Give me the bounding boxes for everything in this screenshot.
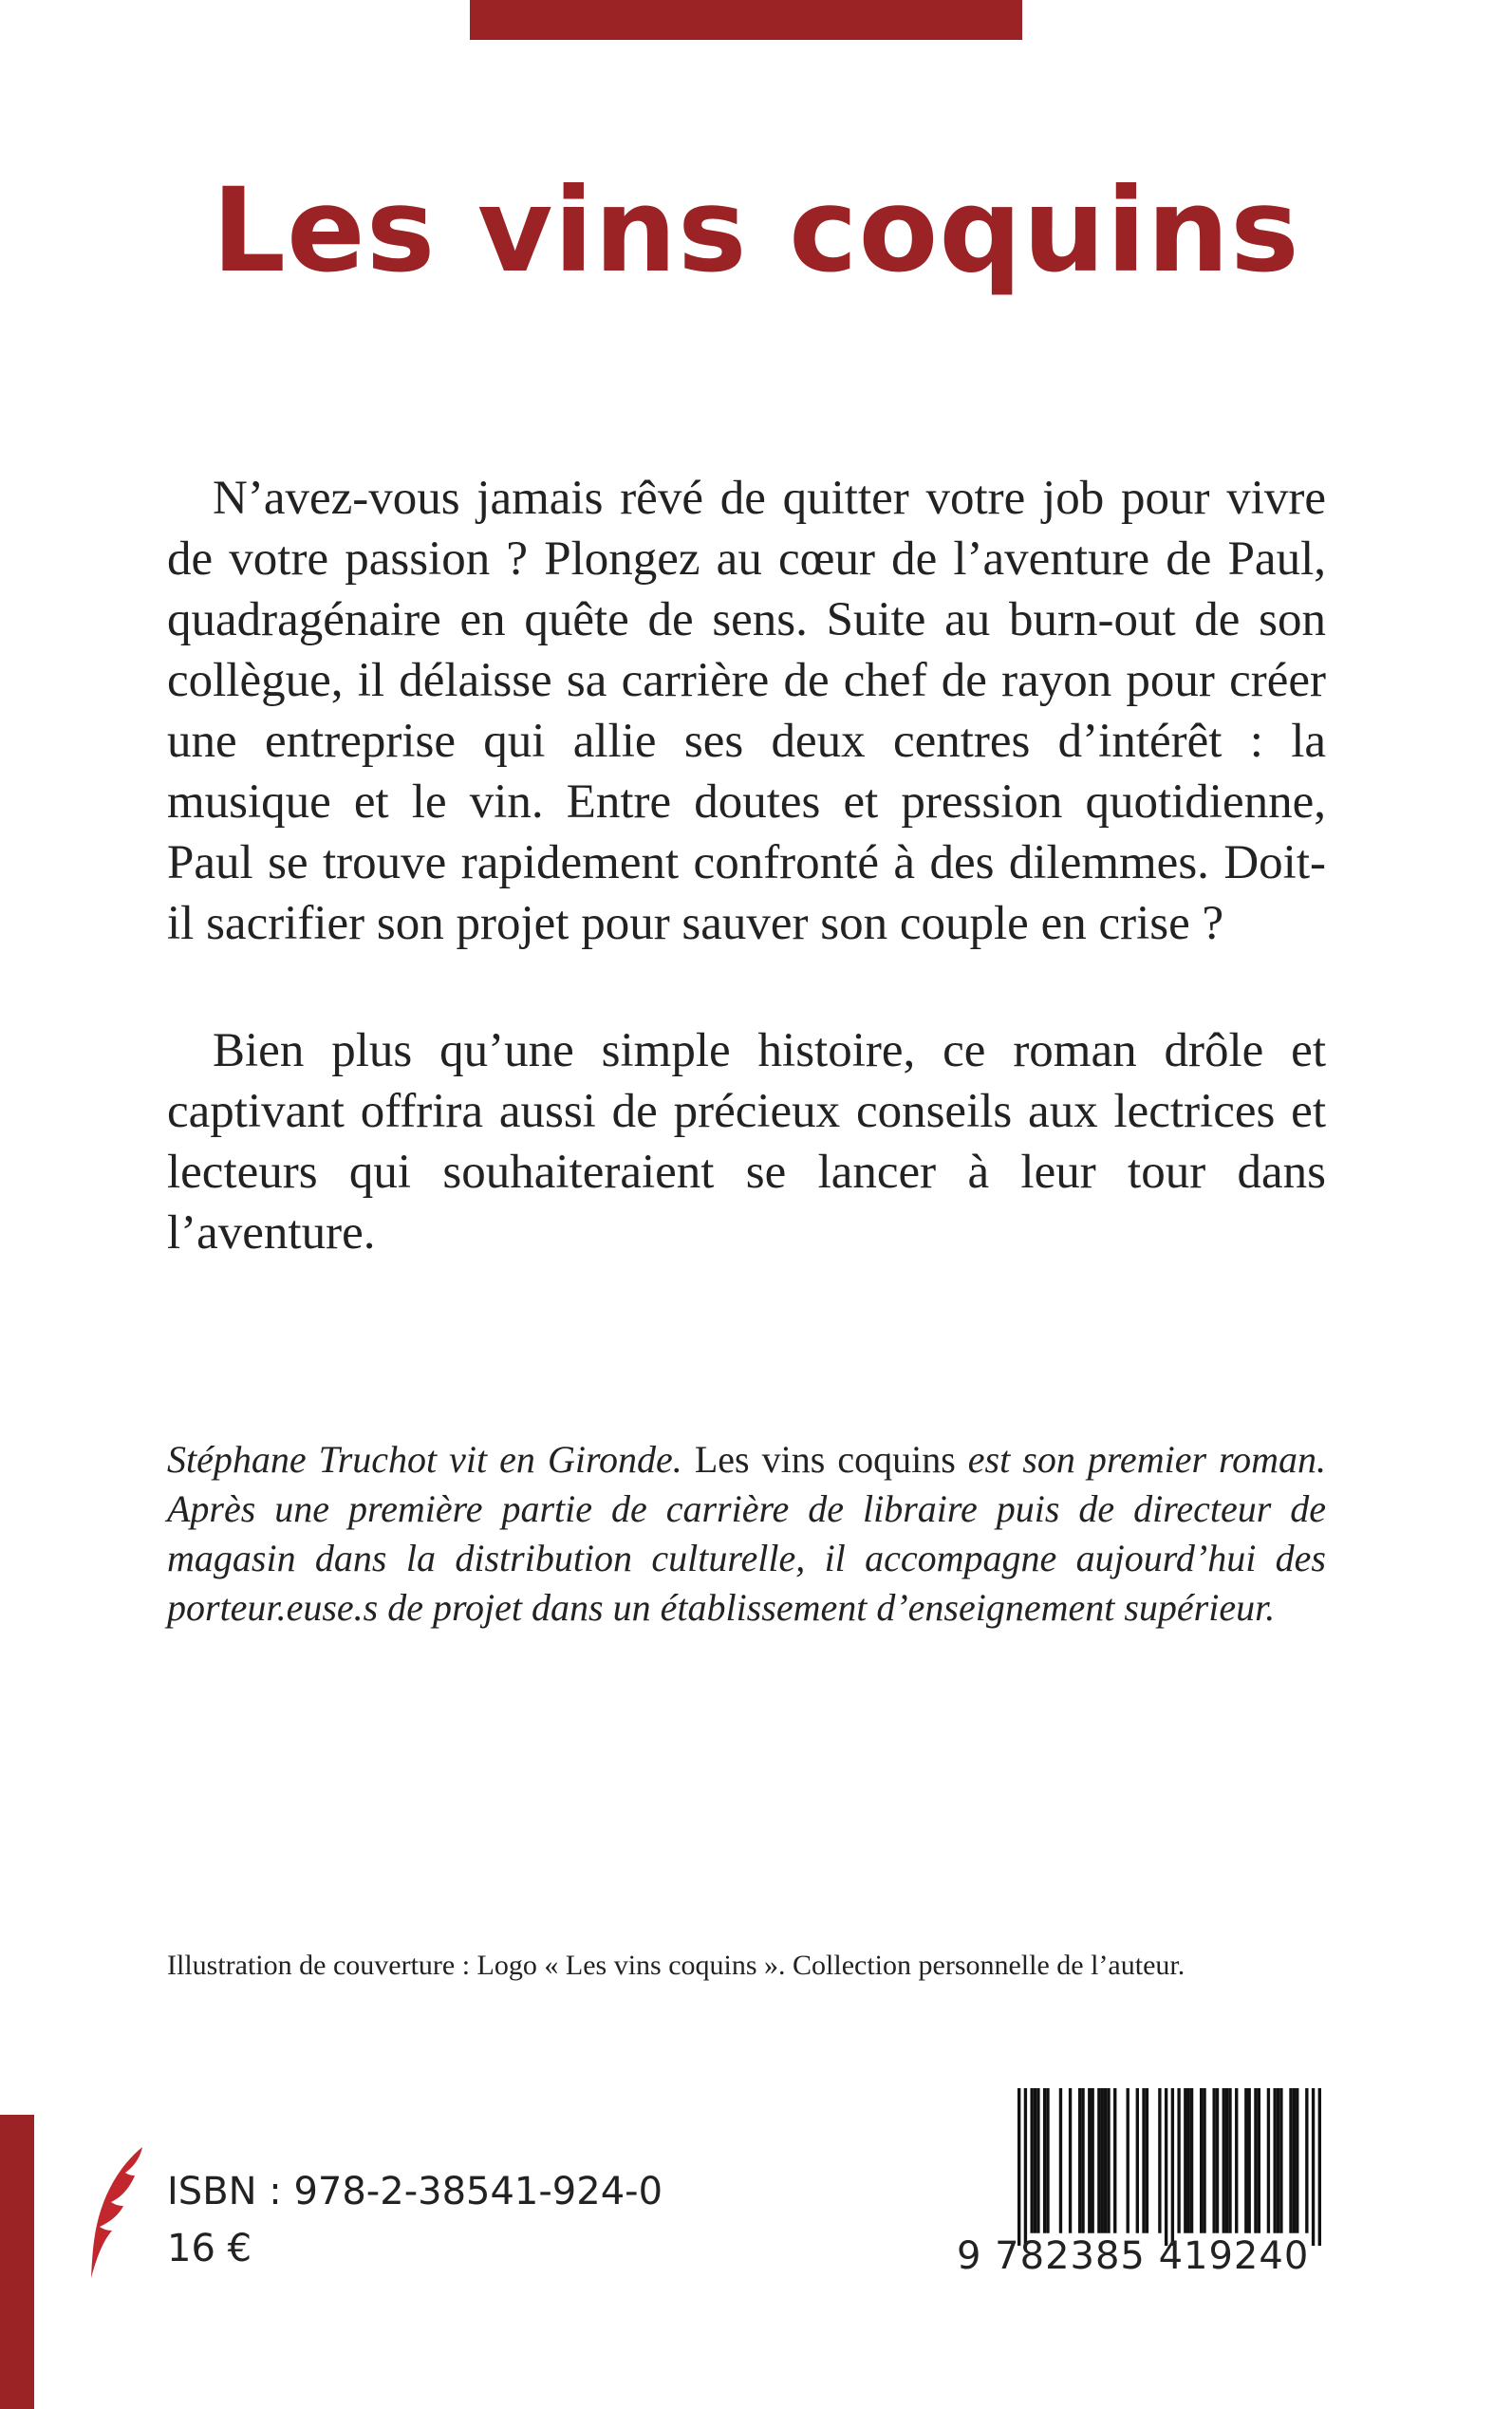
barcode-bar [1225,2088,1228,2233]
barcode-bar [1216,2088,1219,2233]
barcode-bar [1017,2088,1020,2246]
barcode-bar [1200,2088,1203,2233]
price-label: 16 € [167,2227,252,2270]
barcode-bar [1165,2088,1167,2246]
barcode-bar [1312,2088,1315,2246]
barcode-bar [1146,2088,1148,2233]
barcode-bar [1136,2088,1139,2233]
barcode-bar [1277,2088,1279,2233]
barcode-bar [1273,2088,1276,2233]
synopsis-paragraph-1: N’avez-vous jamais rêvé de quitter votre job pour vivre de votre passion ? Plongez au cœur de l’aventure de Paul, quadragénaire en quête de sens. Suite au burn-out de son collègue, il délaisse sa carrière de chef de rayon pour créer une entreprise qui allie ses deux centres d’intérêt : la musique et le vin. Entre doutes et pression quotidienne, Paul se trouve rapidement confronté à des dilemmes. Doit-il sacrifier son projet pour sauver son couple en crise ? [167,472,1326,950]
barcode-bar [1177,2088,1180,2233]
book-title: Les vins coquins [212,163,1300,298]
author-bio-book-title: Les vins coquins [694,1438,956,1481]
barcode-bar [1104,2088,1107,2233]
barcode-bar [1036,2088,1039,2233]
barcode-bar [1081,2088,1084,2233]
barcode-bar [1258,2088,1260,2233]
barcode [1017,2088,1321,2246]
barcode-bar [1212,2088,1215,2233]
barcode-digits: 9 782385 419240 [957,2234,1310,2278]
author-bio [167,1435,1326,1633]
barcode-bar [1190,2088,1193,2233]
barcode-bar [1184,2088,1186,2233]
author-bio-part-1: Stéphane Truchot vit en Gironde. [167,1438,695,1481]
barcode-bar [1248,2088,1251,2233]
barcode-bar [1059,2088,1062,2233]
barcode-bar [1235,2088,1238,2233]
barcode-bar [1318,2088,1321,2246]
barcode-bar [1034,2088,1036,2233]
quill-icon [84,2143,150,2286]
barcode-bar [1046,2088,1049,2233]
barcode-bar [1097,2088,1100,2233]
top-accent-bar [470,0,1022,40]
cover-credit: Illustration de couverture : Logo « Les vins coquins ». Collection personnelle de l’auteur. [167,1950,1185,1981]
barcode-bar [1305,2088,1308,2233]
barcode-bar [1078,2088,1081,2233]
barcode-bar [1296,2088,1298,2233]
barcode-bar [1203,2088,1205,2233]
barcode-bar [1187,2088,1190,2233]
barcode-bar [1223,2088,1225,2233]
barcode-bar [1158,2088,1161,2233]
barcode-bar [1107,2088,1110,2233]
barcode-bar [1069,2088,1072,2233]
author-bio-part-2: est son premier roman. Après une première partie de carrière de libraire puis de directeur de magasin dans la distribution culturelle, il accompagne aujourd’hui des porteur.euse.s de projet dans un établissement d’enseignement supérieur. [167,1438,1327,1629]
isbn-label: ISBN : 978-2-38541-924-0 [167,2170,663,2213]
barcode-bar [1142,2088,1145,2233]
barcode-bar [1244,2088,1247,2233]
barcode-bar [1043,2088,1046,2233]
barcode-bar [1293,2088,1296,2233]
synopsis-paragraph-2: Bien plus qu’une simple histoire, ce roman drôle et captivant offrira aussi de précieux conseils aux lectrices et lecteurs qui souhaiteraient se lancer à leur tour dans l’aventure. [167,1024,1326,1260]
barcode-bar [1088,2088,1091,2233]
barcode-bar [1289,2088,1292,2233]
barcode-bar [1030,2088,1033,2233]
barcode-bar [1101,2088,1104,2233]
barcode-bar [1267,2088,1270,2233]
barcode-bar [1279,2088,1282,2233]
barcode-bar [1127,2088,1129,2233]
barcode-bar [1171,2088,1174,2246]
barcode-bar [1254,2088,1257,2233]
left-accent-bar [0,2115,34,2409]
barcode-bar [1228,2088,1231,2233]
barcode-bar [1113,2088,1116,2233]
barcode-bar [1024,2088,1027,2246]
barcode-bar [1091,2088,1093,2233]
